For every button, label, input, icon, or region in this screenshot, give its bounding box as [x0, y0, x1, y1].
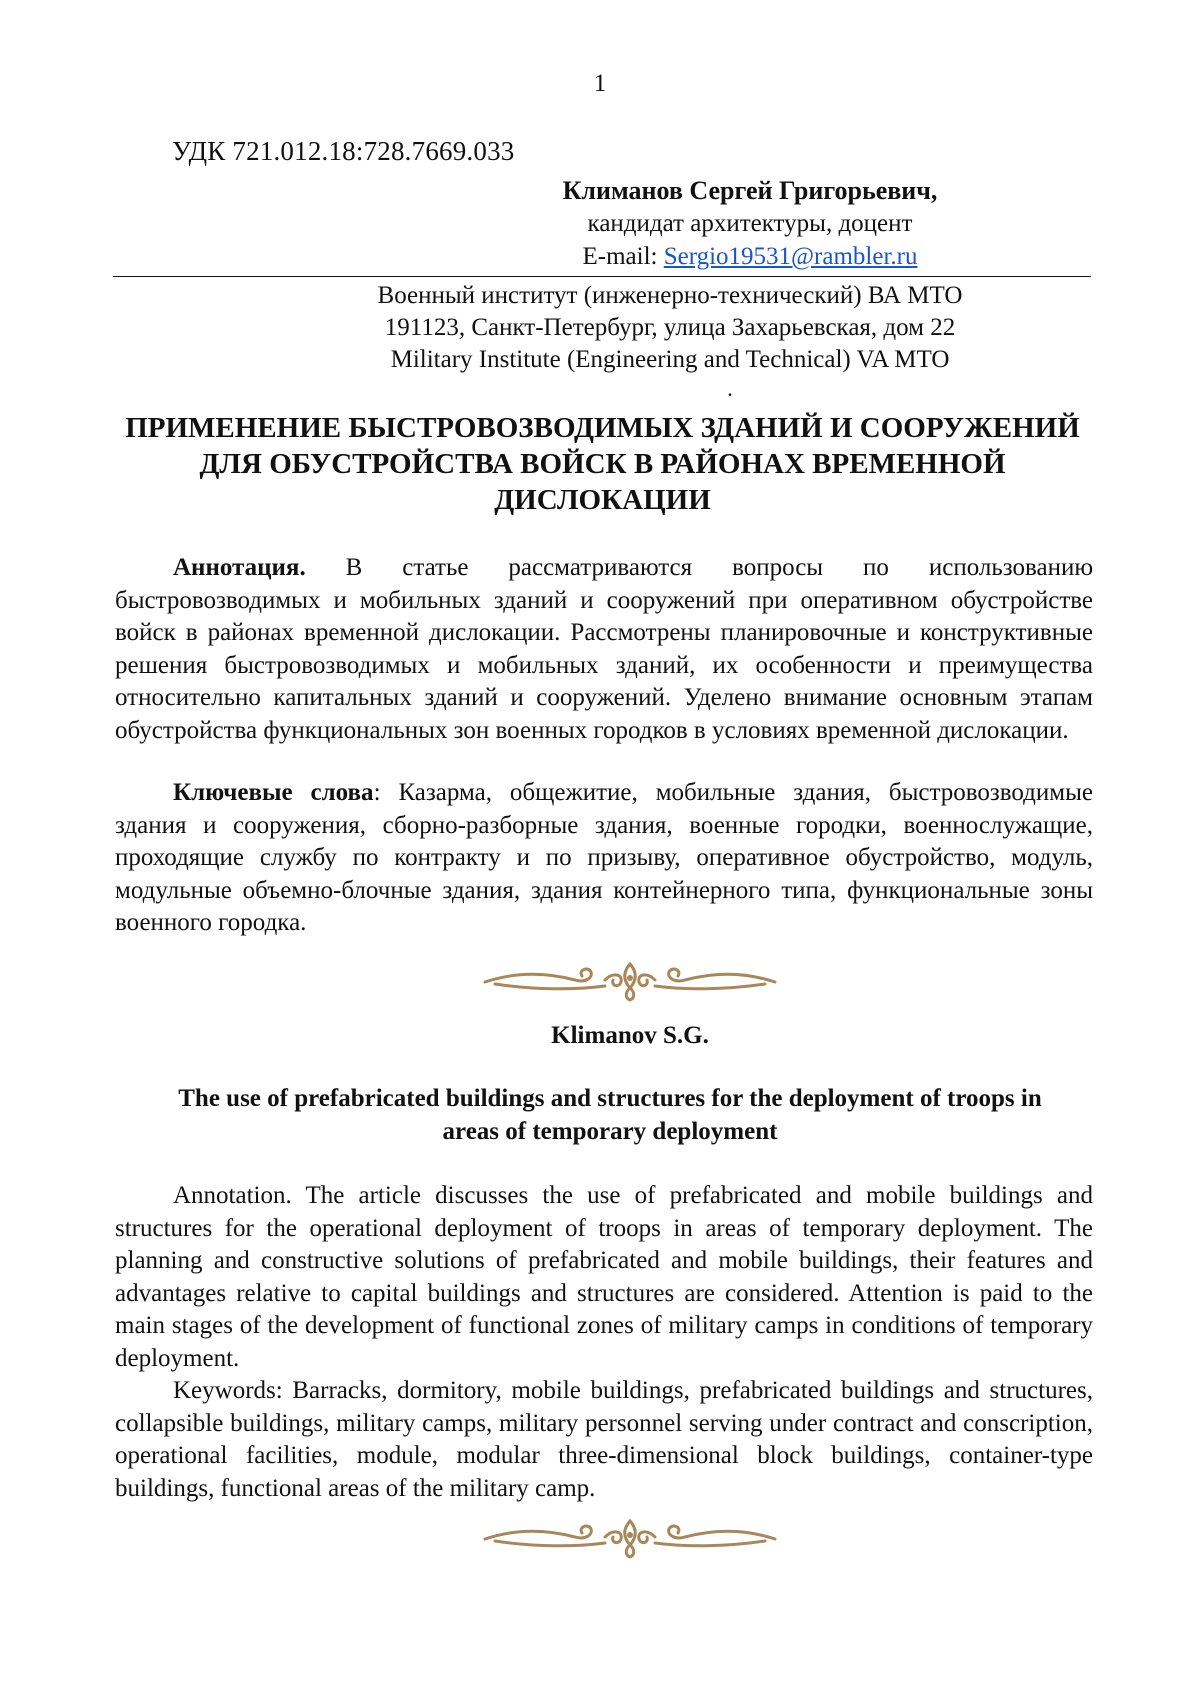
author-email-line [0, 240, 1200, 273]
affiliation-block [0, 280, 1200, 376]
udk-code: УДК 721.012.18:728.7669.033 [172, 136, 515, 166]
email-label: E-mail: [582, 243, 664, 270]
affiliation-line-2: 191123, Санкт-Петербург, улица Захарьевская, дом 22 [384, 314, 956, 341]
keywords-russian [115, 777, 1093, 940]
title-russian: ПРИМЕНЕНИЕ БЫСТРОВОЗВОДИМЫХ ЗДАНИЙ И СООРУЖЕНИЙ ДЛЯ ОБУСТРОЙСТВА ВОЙСК В РАЙОНАХ ВРЕМЕННОЙ ДИСЛОКАЦИИ [125, 412, 1080, 516]
keywords-label: Ключевые слова [173, 779, 374, 806]
title-english: The use of prefabricated buildings and structures for the deployment of troops in areas of temporary deployment [178, 1085, 1042, 1145]
annotation-label: Аннотация. [173, 554, 306, 581]
author-english: Klimanov S.G. [551, 1022, 709, 1049]
annotation-russian [115, 552, 1093, 747]
author-name: Климанов Сергей Григорьевич, [562, 176, 938, 205]
header-divider [113, 276, 1091, 277]
keywords-english: Keywords: Barracks, dormitory, mobile buildings, prefabricated buildings and structures, collapsible buildings, military camps, military personnel serving under contract and conscription, operational facilities, module, modular three-dimensional block buildings, container-type buildings, functional areas of the military camp. [115, 1377, 1093, 1502]
ornament-divider-bottom-icon [475, 1515, 785, 1559]
affiliation-line-1: Военный институт (инженерно-технический) ВА МТО [377, 282, 963, 309]
separator-dot: . [727, 376, 733, 401]
annotation-english: Annotation. The article discusses the use of prefabricated and mobile buildings and structures for the operational deployment of troops in areas of temporary deployment. The planning and constructive solutions of prefabricated and mobile buildings, their features and advantages relative to capital buildings and structures are considered. Attention is paid to the main stages of the development of functional zones of military camps in conditions of temporary deployment. [115, 1182, 1093, 1372]
email-link[interactable]: Sergio19531@rambler.ru [663, 243, 918, 270]
affiliation-line-3: Military Institute (Engineering and Technical) VA MTO [390, 346, 950, 373]
ornament-divider-icon [475, 958, 785, 1002]
keywords-text: : Казарма, общежитие, мобильные здания, быстровозводимые здания и сооружения, сборно-разборные здания, военные городки, военнослужащие, проходящие службу по контракту и по призыву, оперативное обустройство, модуль, модульные объемно-блочные здания, здания контейнерного типа, функциональные зоны военного городка. [115, 779, 1093, 936]
author-block [0, 174, 1200, 273]
page-number: 1 [593, 70, 607, 97]
annotation-text: В статье рассматриваются вопросы по использованию быстровозводимых и мобильных зданий и сооружений при оперативном обустройстве войск в районах временной дислокации. Рассмотрены планировочные и конструктивные решения быстровозводимых и мобильных зданий, их особенности и преимущества относительно капитальных зданий и сооружений. Уделено внимание основным этапам обустройства функциональных зон военных городков в условиях временной дислокации. [115, 554, 1093, 744]
author-degree: кандидат архитектуры, доцент [587, 210, 913, 237]
